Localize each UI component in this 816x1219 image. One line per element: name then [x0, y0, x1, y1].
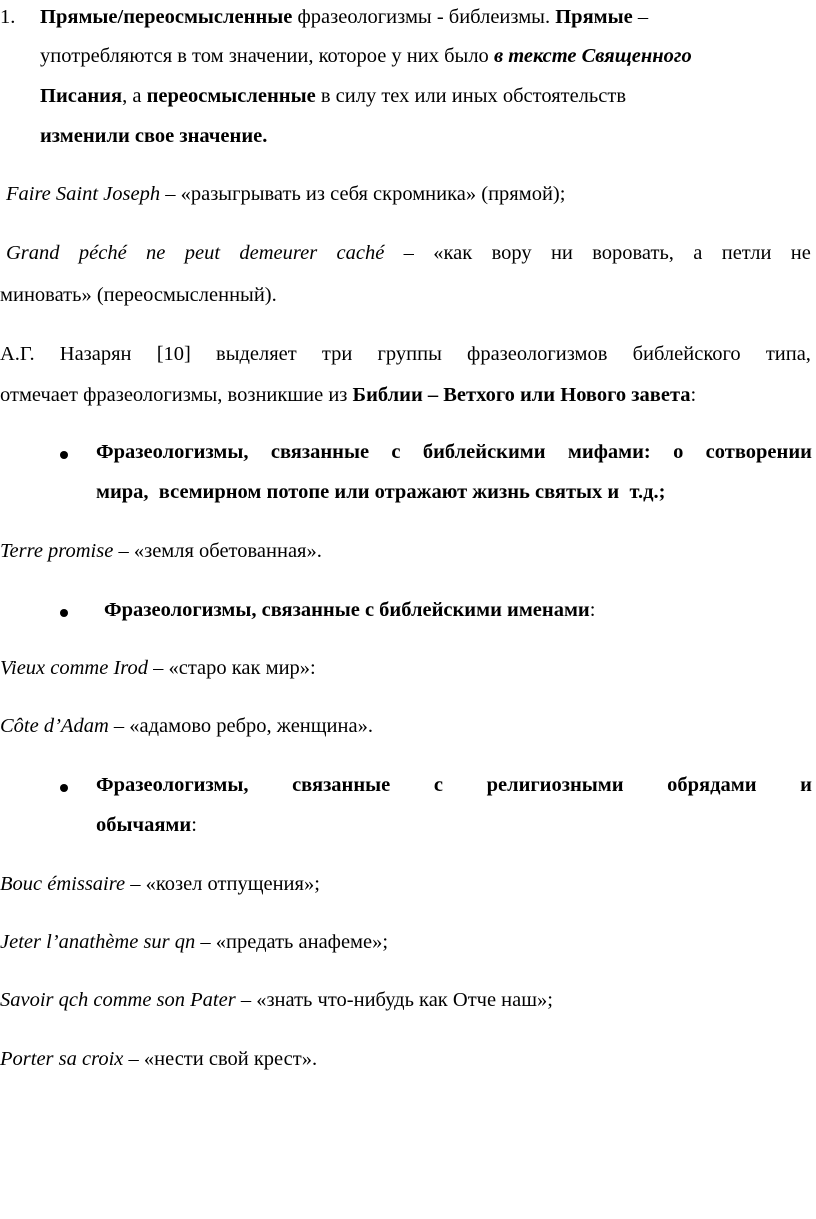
- bullet3-line1: Фразеологизмы, связанные с религиозными обрядами и: [96, 774, 812, 796]
- example-jeter-lanatheme: Jeter l’anathème sur qn – «предать анафеме»;: [0, 931, 389, 953]
- example-grand-peche-line1: Grand péché ne peut demeurer caché – «как вору ни воровать, а петли не: [6, 242, 811, 264]
- term-bold: Прямые: [555, 6, 633, 28]
- list-number: 1.: [0, 6, 16, 28]
- bullet3-line2: обычаями:: [96, 814, 197, 836]
- example-phrase: Vieux comme Irod: [0, 657, 148, 679]
- example-bouc-emissaire: Bouc émissaire – «козел отпущения»;: [0, 873, 320, 895]
- item1-line4: изменили свое значение.: [40, 125, 268, 147]
- item1-line1: Прямые/переосмысленные фразеологизмы - библеизмы. Прямые –: [40, 6, 649, 28]
- paragraph-line1: А.Г. Назарян [10] выделяет три группы фразеологизмов библейского типа,: [0, 343, 811, 365]
- example-grand-peche-line2: миновать» (переосмысленный).: [0, 284, 277, 306]
- bullet1-line1: Фразеологизмы, связанные с библейскими мифами: о сотворении: [96, 441, 812, 463]
- example-porter-sa-croix: Porter sa croix – «нести свой крест».: [0, 1048, 318, 1070]
- bold-italic-text: в тексте Священного: [493, 45, 692, 67]
- example-phrase: Porter sa croix: [0, 1048, 124, 1070]
- example-terre-promise: Terre promise – «земля обетованная».: [0, 540, 322, 562]
- item1-line2: употребляются в том значении, которое у них было в тексте Священного: [40, 45, 692, 67]
- term-bold: Прямые/переосмысленные: [40, 6, 293, 28]
- example-phrase: Terre promise: [0, 540, 114, 562]
- example-phrase: Jeter l’anathème sur qn: [0, 931, 196, 953]
- item1-line3: Писания, а переосмысленные в силу тех или иных обстоятельств: [40, 85, 627, 107]
- bullet-icon: [60, 609, 68, 617]
- paragraph-line2: отмечает фразеологизмы, возникшие из Библии – Ветхого или Нового завета:: [0, 384, 697, 406]
- bullet1-line2: мира, всемирном потопе или отражают жизнь святых и т.д.;: [96, 481, 666, 503]
- example-faire-saint-joseph: Faire Saint Joseph – «разыгрывать из себя скромника» (прямой);: [6, 183, 566, 205]
- example-phrase: Faire Saint Joseph: [6, 183, 161, 205]
- example-phrase: Bouc émissaire: [0, 873, 126, 895]
- bullet-icon: [60, 784, 68, 792]
- bullet-icon: [60, 451, 68, 459]
- example-savoir-qch: Savoir qch comme son Pater – «знать что-нибудь как Отче наш»;: [0, 989, 553, 1011]
- example-vieux-comme-irod: Vieux comme Irod – «старо как мир»:: [0, 657, 316, 679]
- bullet2-line: Фразеологизмы, связанные с библейскими именами:: [104, 599, 596, 621]
- example-cote-dadam: Côte d’Adam – «адамово ребро, женщина».: [0, 715, 373, 737]
- example-phrase: Côte d’Adam: [0, 715, 109, 737]
- example-phrase: Savoir qch comme son Pater: [0, 989, 236, 1011]
